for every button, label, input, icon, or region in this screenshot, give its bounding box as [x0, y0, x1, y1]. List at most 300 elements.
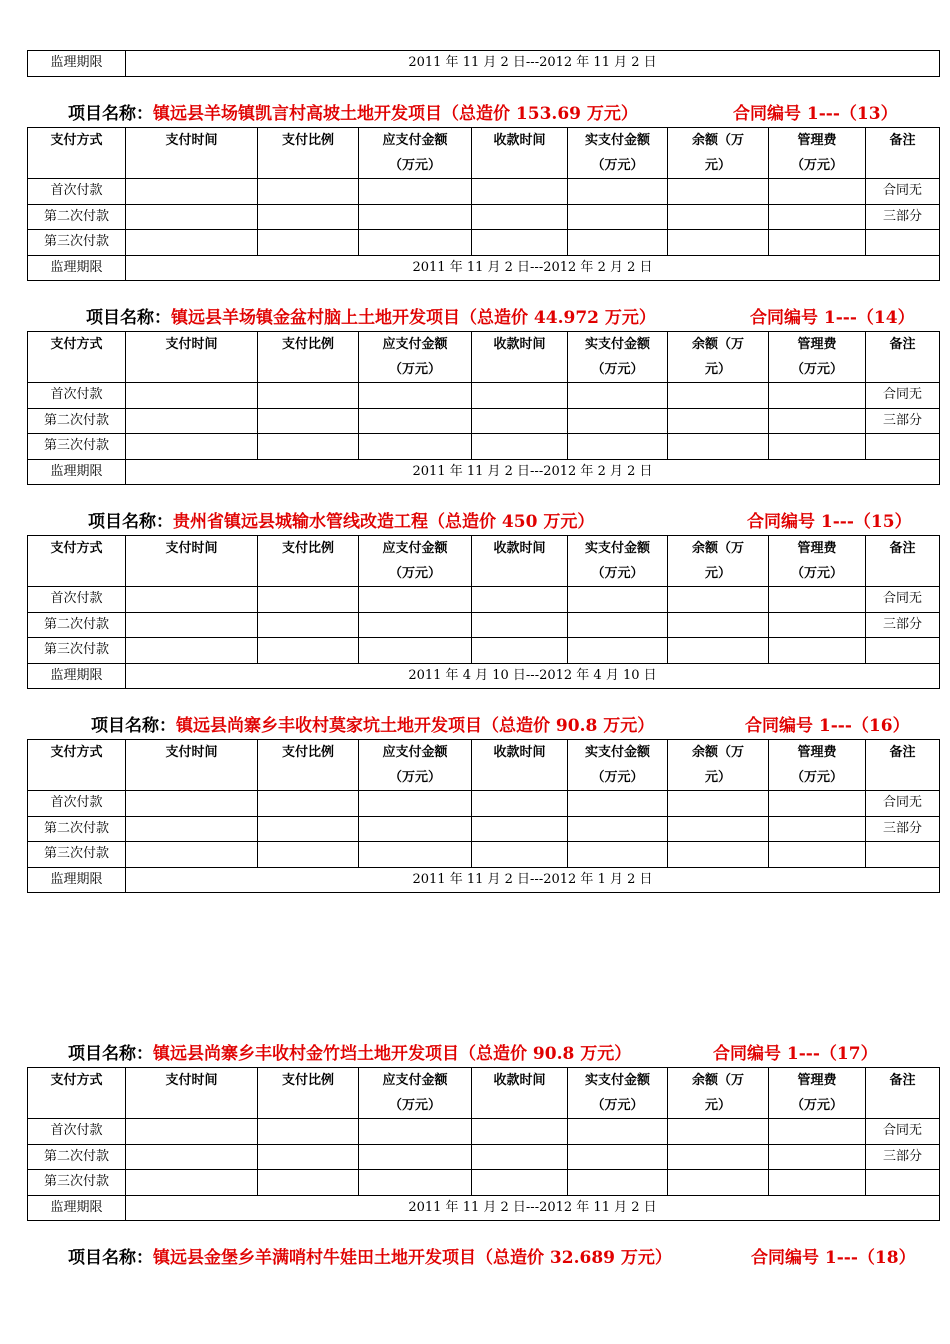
table-cell: [568, 1170, 668, 1196]
table-cell: [126, 638, 258, 664]
header-payment-ratio-line1: 支付比例: [281, 541, 334, 556]
table-cell: [359, 816, 472, 842]
row-label: 第二次付款: [28, 612, 126, 638]
remark-cell: [866, 230, 940, 256]
header-remarks-line1: 备注: [889, 541, 916, 556]
header-balance: [668, 332, 769, 383]
table-cell: [359, 1170, 472, 1196]
table-cell: [668, 383, 769, 409]
project-title: [88, 510, 940, 534]
period-value: 2011 年 11 月 2 日---2012 年 11 月 2 日: [126, 1195, 940, 1221]
table-cell: [769, 791, 866, 817]
table-cell: [668, 816, 769, 842]
table-cell: [258, 587, 359, 613]
header-receipt-time: [472, 1068, 568, 1119]
project-title: [68, 1246, 940, 1270]
table-cell: [769, 383, 866, 409]
remark-cell: 合同无: [866, 587, 940, 613]
table-row: [28, 383, 940, 409]
header-amount-due: [359, 536, 472, 587]
header-payment-method-line1: 支付方式: [50, 541, 103, 556]
header-receipt-time: [472, 128, 568, 179]
table-cell: [769, 434, 866, 460]
remark-cell: 合同无: [866, 791, 940, 817]
table-cell: [668, 408, 769, 434]
header-balance-line2: 元）: [704, 770, 731, 785]
row-label: 首次付款: [28, 1119, 126, 1145]
remark-cell: 三部分: [866, 204, 940, 230]
table-cell: [472, 383, 568, 409]
project-label: 项目名称：: [86, 308, 171, 328]
table-cell: [668, 204, 769, 230]
table-cell: [126, 434, 258, 460]
header-payment-time: [126, 332, 258, 383]
header-payment-ratio-line1: 支付比例: [281, 133, 334, 148]
table-cell: [126, 204, 258, 230]
period-label: 监理期限: [28, 255, 126, 281]
header-amount-paid: [568, 128, 668, 179]
table-cell: [769, 230, 866, 256]
header-management-fee-line2: （万元）: [790, 158, 843, 173]
table-cell: [472, 816, 568, 842]
header-amount-paid-line1: 实支付金额: [584, 541, 650, 556]
period-label: 监理期限: [28, 51, 126, 77]
header-amount-due-line1: 应支付金额: [382, 133, 448, 148]
project-title: [68, 102, 940, 126]
header-receipt-time: [472, 332, 568, 383]
header-payment-time: [126, 1068, 258, 1119]
table-cell: [568, 408, 668, 434]
table-cell: [359, 587, 472, 613]
table-cell: [359, 612, 472, 638]
table-cell: [258, 383, 359, 409]
header-payment-method-line1: 支付方式: [50, 133, 103, 148]
table-cell: [359, 434, 472, 460]
table-cell: [769, 408, 866, 434]
project-label: 项目名称：: [91, 716, 176, 736]
header-remarks: [866, 332, 940, 383]
project-label: 项目名称：: [68, 1248, 153, 1268]
table-cell: [126, 587, 258, 613]
period-label: 监理期限: [28, 867, 126, 893]
header-payment-time: [126, 128, 258, 179]
header-payment-ratio: [258, 1068, 359, 1119]
table-cell: [769, 1144, 866, 1170]
period-value: 2011 年 11 月 2 日---2012 年 11 月 2 日: [126, 51, 940, 77]
header-balance-line2: 元）: [704, 1098, 731, 1113]
table-cell: [472, 1119, 568, 1145]
table-cell: [568, 383, 668, 409]
table-cell: [769, 842, 866, 868]
row-label: 第三次付款: [28, 230, 126, 256]
contract-number: 合同编号 1---（17）: [713, 1044, 878, 1064]
header-amount-paid-line2: （万元）: [591, 566, 644, 581]
project-name: 镇远县尚寨乡丰收村金竹垱土地开发项目（总造价 90.8 万元）: [153, 1044, 632, 1064]
header-balance-line2: 元）: [704, 158, 731, 173]
header-management-fee: [769, 1068, 866, 1119]
table-cell: [568, 179, 668, 205]
table-cell: [668, 612, 769, 638]
header-remarks: [866, 740, 940, 791]
project-label: 项目名称：: [68, 104, 153, 124]
table-cell: [568, 587, 668, 613]
table-row: [28, 434, 940, 460]
row-label: 第三次付款: [28, 434, 126, 460]
remark-cell: 三部分: [866, 816, 940, 842]
table-cell: [258, 816, 359, 842]
header-receipt-time: [472, 740, 568, 791]
header-management-fee: [769, 740, 866, 791]
table-cell: [359, 383, 472, 409]
header-payment-method: [28, 128, 126, 179]
table-cell: [359, 1144, 472, 1170]
header-payment-method-line1: 支付方式: [50, 745, 103, 760]
table-cell: [258, 434, 359, 460]
table-cell: [126, 1144, 258, 1170]
table-cell: [769, 204, 866, 230]
table-cell: [472, 408, 568, 434]
header-amount-paid: [568, 1068, 668, 1119]
project-label: 项目名称：: [88, 512, 173, 532]
project-name: 贵州省镇远县城输水管线改造工程（总造价 450 万元）: [173, 512, 595, 532]
project-title: [91, 714, 940, 738]
header-amount-paid-line1: 实支付金额: [584, 1073, 650, 1088]
table-row: [28, 791, 940, 817]
table-cell: [258, 791, 359, 817]
header-payment-method-line1: 支付方式: [50, 337, 103, 352]
header-payment-time-line1: 支付时间: [165, 541, 218, 556]
table-cell: [668, 791, 769, 817]
remark-cell: 合同无: [866, 1119, 940, 1145]
project-label: 项目名称：: [68, 1044, 153, 1064]
table-cell: [258, 179, 359, 205]
table-row: [28, 842, 940, 868]
table-cell: [258, 230, 359, 256]
header-management-fee-line2: （万元）: [790, 770, 843, 785]
period-label: 监理期限: [28, 459, 126, 485]
row-label: 第二次付款: [28, 1144, 126, 1170]
header-amount-due-line1: 应支付金额: [382, 745, 448, 760]
table-cell: [668, 434, 769, 460]
contract-number: 合同编号 1---（18）: [751, 1248, 916, 1268]
table-cell: [472, 791, 568, 817]
header-payment-time: [126, 740, 258, 791]
table-cell: [359, 791, 472, 817]
header-amount-due-line2: （万元）: [388, 770, 441, 785]
header-balance: [668, 740, 769, 791]
table-row: [28, 612, 940, 638]
header-amount-due-line2: （万元）: [388, 1098, 441, 1113]
table-cell: [568, 434, 668, 460]
header-amount-paid-line1: 实支付金额: [584, 337, 650, 352]
header-payment-time-line1: 支付时间: [165, 337, 218, 352]
table-row: [28, 204, 940, 230]
header-payment-time-line1: 支付时间: [165, 745, 218, 760]
header-amount-paid: [568, 740, 668, 791]
table-cell: [472, 204, 568, 230]
table-cell: [568, 204, 668, 230]
table-row: [28, 1170, 940, 1196]
header-remarks-line1: 备注: [889, 337, 916, 352]
payment-table: [27, 331, 940, 485]
remark-cell: 三部分: [866, 408, 940, 434]
table-cell: [668, 1170, 769, 1196]
header-amount-paid-line2: （万元）: [591, 158, 644, 173]
table-cell: [359, 1119, 472, 1145]
header-payment-time: [126, 536, 258, 587]
contract-number: 合同编号 1---（15）: [747, 512, 912, 532]
header-payment-method: [28, 332, 126, 383]
header-balance-line2: 元）: [704, 566, 731, 581]
header-management-fee-line2: （万元）: [790, 362, 843, 377]
header-payment-method: [28, 536, 126, 587]
header-balance-line2: 元）: [704, 362, 731, 377]
header-amount-due-line2: （万元）: [388, 362, 441, 377]
table-row: [28, 408, 940, 434]
header-payment-ratio-line1: 支付比例: [281, 1073, 334, 1088]
table-cell: [126, 408, 258, 434]
remark-cell: [866, 1170, 940, 1196]
header-balance-line1: 余额（万: [691, 745, 744, 760]
header-receipt-time-line1: 收款时间: [493, 337, 546, 352]
table-cell: [472, 842, 568, 868]
header-management-fee-line1: 管理费: [797, 133, 837, 148]
header-amount-paid-line2: （万元）: [591, 770, 644, 785]
table-cell: [359, 842, 472, 868]
header-receipt-time-line1: 收款时间: [493, 1073, 546, 1088]
table-cell: [568, 791, 668, 817]
row-label: 首次付款: [28, 791, 126, 817]
table-cell: [258, 612, 359, 638]
table-cell: [568, 638, 668, 664]
header-management-fee: [769, 332, 866, 383]
table-cell: [472, 230, 568, 256]
table-cell: [359, 204, 472, 230]
header-payment-ratio: [258, 128, 359, 179]
row-label: 首次付款: [28, 383, 126, 409]
table-cell: [126, 791, 258, 817]
table-cell: [568, 1119, 668, 1145]
table-row: [28, 1144, 940, 1170]
header-remarks-line1: 备注: [889, 745, 916, 760]
header-management-fee-line2: （万元）: [790, 566, 843, 581]
period-value: 2011 年 4 月 10 日---2012 年 4 月 10 日: [126, 663, 940, 689]
table-cell: [472, 1144, 568, 1170]
table-cell: [769, 638, 866, 664]
contract-number: 合同编号 1---（16）: [745, 716, 910, 736]
payment-table: [27, 127, 940, 281]
row-label: 第二次付款: [28, 408, 126, 434]
payment-table: [27, 535, 940, 689]
table-cell: [359, 179, 472, 205]
header-payment-ratio-line1: 支付比例: [281, 337, 334, 352]
header-amount-due-line2: （万元）: [388, 566, 441, 581]
header-amount-due-line1: 应支付金额: [382, 337, 448, 352]
header-amount-paid-line1: 实支付金额: [584, 133, 650, 148]
header-management-fee-line1: 管理费: [797, 337, 837, 352]
table-cell: [472, 587, 568, 613]
payment-table: [27, 739, 940, 893]
remark-cell: [866, 842, 940, 868]
row-label: 第二次付款: [28, 204, 126, 230]
table-cell: [568, 1144, 668, 1170]
project-name: 镇远县尚寨乡丰收村莫家坑土地开发项目（总造价 90.8 万元）: [176, 716, 655, 736]
table-cell: [472, 179, 568, 205]
header-payment-method-line1: 支付方式: [50, 1073, 103, 1088]
remark-cell: 三部分: [866, 1144, 940, 1170]
header-balance: [668, 1068, 769, 1119]
project-name: 镇远县金堡乡羊满哨村牛娃田土地开发项目（总造价 32.689 万元）: [153, 1248, 672, 1268]
header-management-fee: [769, 536, 866, 587]
table-cell: [359, 408, 472, 434]
header-receipt-time-line1: 收款时间: [493, 745, 546, 760]
table-cell: [568, 612, 668, 638]
row-label: 第三次付款: [28, 1170, 126, 1196]
table-cell: [126, 1119, 258, 1145]
table-cell: [126, 230, 258, 256]
remark-cell: [866, 434, 940, 460]
row-label: 第三次付款: [28, 638, 126, 664]
row-label: 第二次付款: [28, 816, 126, 842]
header-balance-line1: 余额（万: [691, 133, 744, 148]
row-label: 首次付款: [28, 587, 126, 613]
header-amount-paid: [568, 536, 668, 587]
table-cell: [258, 408, 359, 434]
header-amount-due: [359, 740, 472, 791]
table-cell: [568, 842, 668, 868]
header-payment-ratio: [258, 740, 359, 791]
table-cell: [359, 638, 472, 664]
header-balance-line1: 余额（万: [691, 1073, 744, 1088]
header-remarks: [866, 128, 940, 179]
table-cell: [258, 1119, 359, 1145]
table-row: [28, 179, 940, 205]
header-balance: [668, 128, 769, 179]
header-payment-time-line1: 支付时间: [165, 133, 218, 148]
header-amount-due-line1: 应支付金额: [382, 1073, 448, 1088]
table-cell: [126, 842, 258, 868]
header-payment-ratio: [258, 536, 359, 587]
period-label: 监理期限: [28, 1195, 126, 1221]
row-label: 首次付款: [28, 179, 126, 205]
header-payment-time-line1: 支付时间: [165, 1073, 218, 1088]
period-value: 2011 年 11 月 2 日---2012 年 1 月 2 日: [126, 867, 940, 893]
table-cell: [359, 230, 472, 256]
table-cell: [668, 842, 769, 868]
remark-cell: 合同无: [866, 383, 940, 409]
header-remarks-line1: 备注: [889, 133, 916, 148]
header-amount-due: [359, 128, 472, 179]
header-receipt-time-line1: 收款时间: [493, 541, 546, 556]
table-cell: [258, 204, 359, 230]
table-row: [28, 1119, 940, 1145]
header-remarks: [866, 1068, 940, 1119]
table-cell: [258, 842, 359, 868]
contract-number: 合同编号 1---（13）: [733, 104, 898, 124]
header-amount-due: [359, 1068, 472, 1119]
table-cell: [472, 638, 568, 664]
table-cell: [568, 816, 668, 842]
table-row: [28, 587, 940, 613]
table-cell: [668, 179, 769, 205]
project-name: 镇远县羊场镇金盆村脑上土地开发项目（总造价 44.972 万元）: [171, 308, 656, 328]
table-cell: [668, 1144, 769, 1170]
table-cell: [769, 1119, 866, 1145]
header-payment-ratio: [258, 332, 359, 383]
table-cell: [668, 230, 769, 256]
table-cell: [258, 638, 359, 664]
header-management-fee-line2: （万元）: [790, 1098, 843, 1113]
header-management-fee-line1: 管理费: [797, 745, 837, 760]
remark-cell: 三部分: [866, 612, 940, 638]
header-receipt-time: [472, 536, 568, 587]
header-management-fee-line1: 管理费: [797, 1073, 837, 1088]
header-amount-due-line1: 应支付金额: [382, 541, 448, 556]
table-row: [28, 816, 940, 842]
table-cell: [769, 1170, 866, 1196]
table-row: [28, 638, 940, 664]
header-balance-line1: 余额（万: [691, 541, 744, 556]
contract-number: 合同编号 1---（14）: [750, 308, 915, 328]
table-cell: [126, 179, 258, 205]
table-cell: [126, 383, 258, 409]
project-title: [68, 1042, 940, 1066]
payment-table: [27, 1067, 940, 1221]
table-cell: [769, 179, 866, 205]
table-cell: [472, 434, 568, 460]
table-cell: [769, 612, 866, 638]
header-payment-ratio-line1: 支付比例: [281, 745, 334, 760]
table-cell: [126, 612, 258, 638]
header-amount-paid-line2: （万元）: [591, 362, 644, 377]
table-row: [28, 230, 940, 256]
header-amount-due: [359, 332, 472, 383]
header-payment-method: [28, 1068, 126, 1119]
table-cell: [568, 230, 668, 256]
project-title: [86, 306, 940, 330]
header-receipt-time-line1: 收款时间: [493, 133, 546, 148]
table-cell: [472, 1170, 568, 1196]
table-cell: [126, 1170, 258, 1196]
table-cell: [769, 816, 866, 842]
header-amount-paid-line1: 实支付金额: [584, 745, 650, 760]
table-cell: [769, 587, 866, 613]
table-cell: [668, 587, 769, 613]
table-cell: [126, 816, 258, 842]
header-remarks-line1: 备注: [889, 1073, 916, 1088]
table-cell: [472, 612, 568, 638]
remark-cell: [866, 638, 940, 664]
remark-cell: 合同无: [866, 179, 940, 205]
header-management-fee: [769, 128, 866, 179]
period-value: 2011 年 11 月 2 日---2012 年 2 月 2 日: [126, 459, 940, 485]
header-amount-paid: [568, 332, 668, 383]
table-cell: [668, 1119, 769, 1145]
header-amount-due-line2: （万元）: [388, 158, 441, 173]
table-cell: [258, 1170, 359, 1196]
row-label: 第三次付款: [28, 842, 126, 868]
top-period-table: [27, 50, 940, 77]
project-name: 镇远县羊场镇凯言村高坡土地开发项目（总造价 153.69 万元）: [153, 104, 638, 124]
header-balance-line1: 余额（万: [691, 337, 744, 352]
period-label: 监理期限: [28, 663, 126, 689]
table-cell: [668, 638, 769, 664]
header-balance: [668, 536, 769, 587]
header-remarks: [866, 536, 940, 587]
table-cell: [258, 1144, 359, 1170]
header-amount-paid-line2: （万元）: [591, 1098, 644, 1113]
header-management-fee-line1: 管理费: [797, 541, 837, 556]
